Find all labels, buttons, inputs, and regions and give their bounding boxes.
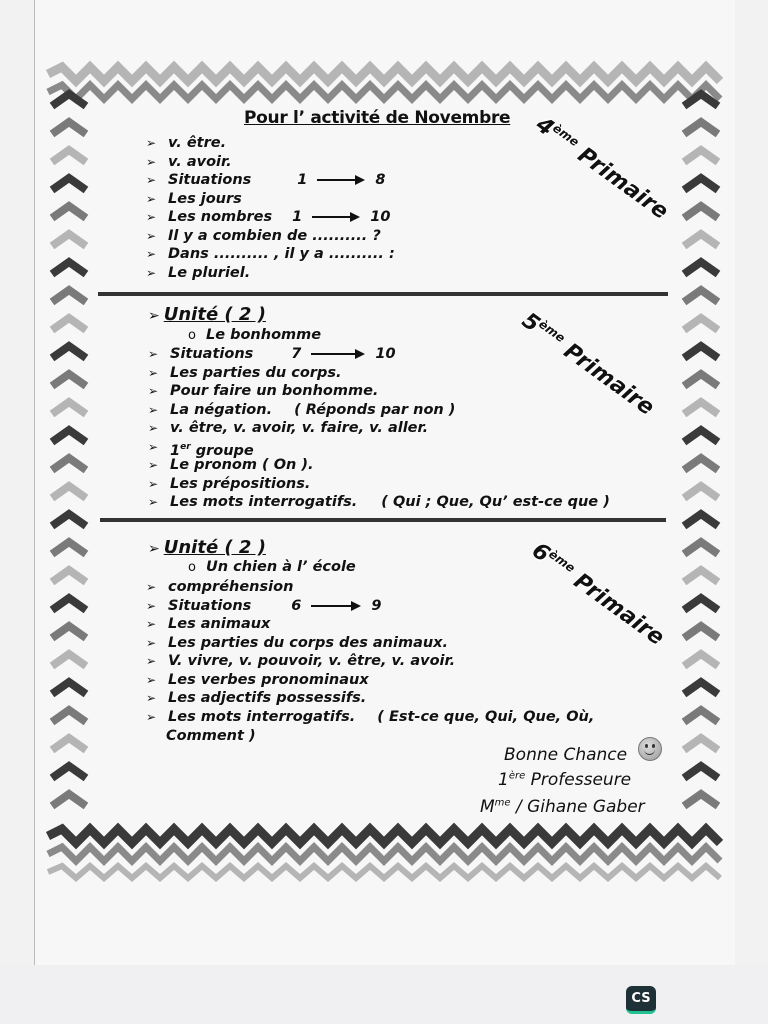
range-to: 8: [375, 172, 386, 188]
right-chevron-column: [684, 626, 718, 638]
smiley-icon: [638, 737, 662, 761]
list-item: ➢ Les parties du corps des animaux.: [146, 634, 594, 653]
left-chevron-column: [52, 458, 86, 470]
right-chevron-column: [684, 486, 718, 498]
left-chevron-column: [52, 738, 86, 750]
signature-line-1: Bonne Chance: [504, 745, 628, 765]
right-chevron-column: [684, 234, 718, 246]
left-chevron-column: [52, 318, 86, 330]
left-chevron-column: [52, 402, 86, 414]
section-divider: [98, 292, 668, 296]
right-chevron-column: [684, 318, 718, 330]
right-chevron-column: [684, 542, 718, 554]
list-item: ➢ Dans .......... , il y a .......... :: [146, 245, 395, 264]
list-item: ➢ v. avoir.: [146, 153, 395, 172]
arrow-icon: [317, 175, 365, 185]
camscanner-logo: CS: [626, 986, 656, 1014]
right-chevron-column: [684, 178, 718, 190]
list-item: ➢ Les verbes pronominaux: [146, 671, 594, 690]
right-chevron-column: [684, 458, 718, 470]
signature-line-2: 1ère Professeure: [498, 770, 632, 790]
list-item: ➢ Le pronom ( On ).: [148, 456, 610, 475]
left-chevron-column: [52, 122, 86, 134]
list-item: ➢ Situations 6 9: [146, 597, 594, 616]
list-item: ➢ Les parties du corps.: [148, 364, 610, 383]
bottom-zigzag-band: [48, 829, 720, 843]
right-chevron-column: [684, 570, 718, 582]
list-item: ➢ Les jours: [146, 190, 395, 209]
bottom-zigzag-band: [48, 866, 720, 878]
list-item: [146, 171, 395, 190]
list-item: ➢ 1er groupe: [148, 438, 610, 457]
section3-list: [146, 578, 594, 726]
left-chevron-column: [52, 598, 86, 610]
right-chevron-column: [684, 290, 718, 302]
right-chevron-column: [684, 682, 718, 694]
list-item: ➢ v. être.: [146, 134, 395, 153]
right-chevron-column: [684, 710, 718, 722]
right-chevron-column: [684, 262, 718, 274]
right-chevron-column: [684, 346, 718, 358]
range-from: 1: [297, 172, 308, 188]
unit-heading: ➢ Unité ( 2 ): [148, 537, 266, 558]
list-item: ➢ Les mots interrogatifs. ( Qui ; Que, Qu’ est-ce que ): [148, 493, 610, 512]
right-chevron-column: [684, 766, 718, 778]
nombres-label: Les nombres: [168, 209, 273, 225]
story-title: o Un chien à l’ école: [188, 559, 356, 575]
right-chevron-column: [684, 598, 718, 610]
top-zigzag-band: [48, 67, 720, 81]
list-item: [146, 208, 395, 227]
list-item: ➢ Les prépositions.: [148, 475, 610, 494]
list-item: ➢ Il y a combien de .......... ?: [146, 227, 395, 246]
section2-list: [148, 345, 610, 512]
right-chevron-column: [684, 150, 718, 162]
left-chevron-column: [52, 570, 86, 582]
right-chevron-column: [684, 402, 718, 414]
left-chevron-column: [52, 542, 86, 554]
left-chevron-column: [52, 430, 86, 442]
list-item: ➢ Les adjectifs possessifs.: [146, 689, 594, 708]
list-item: ➢ compréhension: [146, 578, 594, 597]
right-chevron-column: [684, 374, 718, 386]
left-chevron-column: [52, 234, 86, 246]
list-item: ➢ La négation. ( Réponds par non ): [148, 401, 610, 420]
left-chevron-column: [52, 178, 86, 190]
right-chevron-column: [684, 206, 718, 218]
list-item: ➢ Situations 7 10: [148, 345, 610, 364]
left-chevron-column: [52, 486, 86, 498]
arrow-icon: [311, 601, 361, 611]
left-chevron-column: [52, 710, 86, 722]
left-chevron-column: [52, 290, 86, 302]
arrow-icon: [311, 349, 365, 359]
right-chevron-column: [684, 514, 718, 526]
list-item: ➢ Les animaux: [146, 615, 594, 634]
left-chevron-column: [52, 374, 86, 386]
situations-label: Situations: [168, 172, 252, 188]
grade-label-6: 6ème Primaire: [527, 538, 669, 651]
left-chevron-column: [52, 626, 86, 638]
right-chevron-column: [684, 122, 718, 134]
unit-heading: ➢ Unité ( 2 ): [148, 304, 266, 325]
list-item: ➢ Les mots interrogatifs. ( Est-ce que, Qui, Que, Où,: [146, 708, 594, 727]
range-to: 10: [370, 209, 391, 225]
left-chevron-column: [52, 346, 86, 358]
left-chevron-column: [52, 682, 86, 694]
left-chevron-column: [52, 150, 86, 162]
left-chevron-column: [52, 514, 86, 526]
list-item: ➢ v. être, v. avoir, v. faire, v. aller.: [148, 419, 610, 438]
signature-line-3: $M^{me}$ / Gihane Gaber: [480, 797, 645, 817]
right-chevron-column: [684, 738, 718, 750]
left-chevron-column: [52, 206, 86, 218]
list-item-continuation: Comment ): [166, 728, 256, 744]
list-item: ➢ V. vivre, v. pouvoir, v. être, v. avoir.: [146, 652, 594, 671]
list-item: ➢ Le pluriel.: [146, 264, 395, 283]
left-chevron-column: [52, 794, 86, 806]
page-title: Pour l’ activité de Novembre: [244, 108, 511, 128]
range-from: 1: [292, 209, 303, 225]
grade-label-4: 4ème Primaire: [531, 112, 673, 225]
right-chevron-column: [684, 430, 718, 442]
section-divider: [100, 518, 666, 522]
left-chevron-column: [52, 654, 86, 666]
left-chevron-column: [52, 766, 86, 778]
right-chevron-column: [684, 794, 718, 806]
story-title: o Le bonhomme: [188, 327, 322, 343]
section1-list: [146, 134, 395, 282]
right-chevron-column: [684, 654, 718, 666]
grade-label-5: 5ème Primaire: [517, 308, 659, 421]
arrow-icon: [312, 212, 360, 222]
list-item: ➢ Pour faire un bonhomme.: [148, 382, 610, 401]
left-chevron-column: [52, 262, 86, 274]
